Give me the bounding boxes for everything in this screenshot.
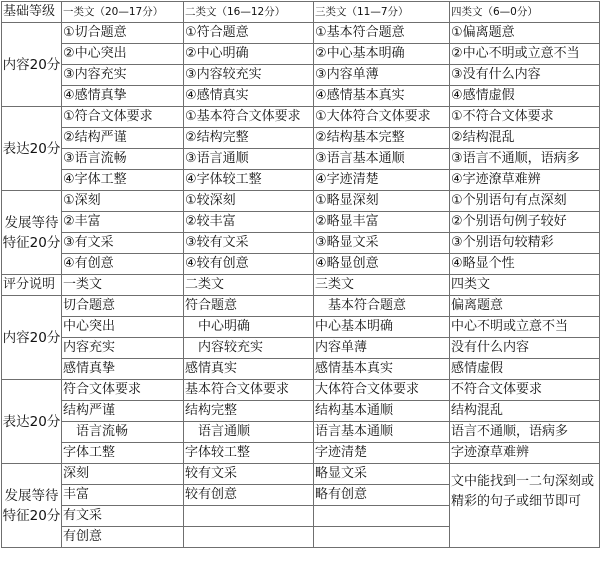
table-cell: 有创意 — [62, 527, 184, 548]
table-cell: 基本符合题意 — [314, 296, 450, 317]
table-cell: 语言基本通顺 — [314, 422, 450, 443]
table-cell: ③内容较充实 — [184, 65, 314, 86]
table-cell: 中心基本明确 — [314, 317, 450, 338]
subheader-class-3: 三类文 — [314, 275, 450, 296]
table-cell: ①大体符合文体要求 — [314, 107, 450, 128]
table-cell: ②结构严谨 — [62, 128, 184, 149]
table-cell: ③内容充实 — [62, 65, 184, 86]
table-row — [2, 380, 600, 401]
table-row — [2, 422, 600, 443]
table-cell: 感情虚假 — [450, 359, 600, 380]
table-cell: ①偏离题意 — [450, 23, 600, 44]
table-row — [2, 464, 600, 485]
header-class-4: 四类文（6—0分） — [450, 2, 600, 23]
table-cell: ④字体工整 — [62, 170, 184, 191]
subheader-class-4: 四类文 — [450, 275, 600, 296]
table-cell: ①符合题意 — [184, 23, 314, 44]
table-cell: ②中心基本明确 — [314, 44, 450, 65]
class-4-development-note: 文中能找到一二句深刻或精彩的句子或细节即可 — [450, 464, 600, 548]
header-row — [2, 2, 600, 23]
table-cell: ③语言通顺 — [184, 149, 314, 170]
table-cell: 内容较充实 — [184, 338, 314, 359]
table-cell: 大体符合文体要求 — [314, 380, 450, 401]
table-cell: ②中心不明或立意不当 — [450, 44, 600, 65]
table-cell: ①略显深刻 — [314, 191, 450, 212]
table-row — [2, 212, 600, 233]
category-content-2: 内容20分 — [2, 296, 62, 380]
table-cell: ②较丰富 — [184, 212, 314, 233]
subheader-class-2: 二类文 — [184, 275, 314, 296]
table-cell: ②结构混乱 — [450, 128, 600, 149]
table-row — [2, 338, 600, 359]
category-expression-2: 表达20分 — [2, 380, 62, 464]
table-cell: ③个别语句较精彩 — [450, 233, 600, 254]
table-cell: 较有文采 — [184, 464, 314, 485]
table-row — [2, 149, 600, 170]
table-cell: ②个别语句例子较好 — [450, 212, 600, 233]
table-row — [2, 191, 600, 212]
table-row — [2, 65, 600, 86]
table-cell: ②中心明确 — [184, 44, 314, 65]
table-cell: ④感情真挚 — [62, 86, 184, 107]
table-cell: ①基本符合文体要求 — [184, 107, 314, 128]
table-cell: 切合题意 — [62, 296, 184, 317]
table-cell: ③较有文采 — [184, 233, 314, 254]
table-cell — [184, 506, 314, 527]
table-cell: 结构基本通顺 — [314, 401, 450, 422]
table-cell: 结构严谨 — [62, 401, 184, 422]
table-cell: ②结构完整 — [184, 128, 314, 149]
table-cell: 中心突出 — [62, 317, 184, 338]
table-row — [2, 401, 600, 422]
table-cell: ①符合文体要求 — [62, 107, 184, 128]
table-cell: ③有文采 — [62, 233, 184, 254]
table-cell: ④感情基本真实 — [314, 86, 450, 107]
table-cell: 略显文采 — [314, 464, 450, 485]
table-row — [2, 128, 600, 149]
table-cell — [314, 527, 450, 548]
subheader-class-1: 一类文 — [62, 275, 184, 296]
table-row — [2, 170, 600, 191]
table-cell: 语言通顺 — [184, 422, 314, 443]
table-cell: 感情真实 — [184, 359, 314, 380]
table-cell: ④字迹清楚 — [314, 170, 450, 191]
table-cell: 字体较工整 — [184, 443, 314, 464]
table-cell: ③语言不通顺，语病多 — [450, 149, 600, 170]
table-cell: 感情真挚 — [62, 359, 184, 380]
table-cell: 基本符合文体要求 — [184, 380, 314, 401]
header-class-3: 三类文（11—7分） — [314, 2, 450, 23]
table-cell: ①深刻 — [62, 191, 184, 212]
table-cell: 字体工整 — [62, 443, 184, 464]
table-row — [2, 107, 600, 128]
table-row — [2, 254, 600, 275]
table-cell: ④略显创意 — [314, 254, 450, 275]
table-row — [2, 44, 600, 65]
category-expression: 表达20分 — [2, 107, 62, 191]
category-development: 发展等待特征20分 — [2, 191, 62, 275]
table-cell: ③语言基本通顺 — [314, 149, 450, 170]
table-row — [2, 296, 600, 317]
table-cell: ④有创意 — [62, 254, 184, 275]
table-cell: 感情基本真实 — [314, 359, 450, 380]
table-cell: 有文采 — [62, 506, 184, 527]
header-class-1: 一类文（20—17分） — [62, 2, 184, 23]
table-cell: 内容充实 — [62, 338, 184, 359]
category-development-2: 发展等待特征20分 — [2, 464, 62, 548]
table-cell: 较有创意 — [184, 485, 314, 506]
table-cell: ③略显文采 — [314, 233, 450, 254]
subheader-label: 评分说明 — [2, 275, 62, 296]
table-cell — [314, 506, 450, 527]
table-cell: 丰富 — [62, 485, 184, 506]
table-cell: 字迹潦草难辨 — [450, 443, 600, 464]
table-cell: ①较深刻 — [184, 191, 314, 212]
table-cell: ②略显丰富 — [314, 212, 450, 233]
table-cell: ④字迹潦草难辨 — [450, 170, 600, 191]
table-cell: 符合题意 — [184, 296, 314, 317]
table-cell: ④感情虚假 — [450, 86, 600, 107]
table-cell: 语言不通顺，语病多 — [450, 422, 600, 443]
table-cell: 偏离题意 — [450, 296, 600, 317]
table-cell: ①个别语句有点深刻 — [450, 191, 600, 212]
table-cell: 没有什么内容 — [450, 338, 600, 359]
table-row — [2, 86, 600, 107]
table-cell — [184, 527, 314, 548]
subheader-row — [2, 275, 600, 296]
header-class-2: 二类文（16—12分） — [184, 2, 314, 23]
table-cell: 字迹清楚 — [314, 443, 450, 464]
table-row — [2, 359, 600, 380]
table-cell: ②丰富 — [62, 212, 184, 233]
table-cell: ①不符合文体要求 — [450, 107, 600, 128]
table-row — [2, 317, 600, 338]
scoring-table — [1, 1, 600, 548]
table-cell: ①切合题意 — [62, 23, 184, 44]
table-cell: ④感情真实 — [184, 86, 314, 107]
table-cell: ③没有什么内容 — [450, 65, 600, 86]
header-level: 基础等级 — [2, 2, 62, 23]
table-row — [2, 443, 600, 464]
table-cell: 结构完整 — [184, 401, 314, 422]
table-cell: ②中心突出 — [62, 44, 184, 65]
table-cell: 略有创意 — [314, 485, 450, 506]
table-cell: ④字体较工整 — [184, 170, 314, 191]
table-cell: 结构混乱 — [450, 401, 600, 422]
category-content: 内容20分 — [2, 23, 62, 107]
table-cell: 符合文体要求 — [62, 380, 184, 401]
table-row — [2, 23, 600, 44]
table-cell: ③内容单薄 — [314, 65, 450, 86]
table-cell: 内容单薄 — [314, 338, 450, 359]
table-cell: ①基本符合题意 — [314, 23, 450, 44]
table-cell: 不符合文体要求 — [450, 380, 600, 401]
table-cell: 中心不明或立意不当 — [450, 317, 600, 338]
table-cell: ③语言流畅 — [62, 149, 184, 170]
table-row — [2, 233, 600, 254]
table-cell: ④较有创意 — [184, 254, 314, 275]
table-cell: 深刻 — [62, 464, 184, 485]
table-cell: ②结构基本完整 — [314, 128, 450, 149]
table-cell: 中心明确 — [184, 317, 314, 338]
table-cell: ④略显个性 — [450, 254, 600, 275]
table-cell: 语言流畅 — [62, 422, 184, 443]
